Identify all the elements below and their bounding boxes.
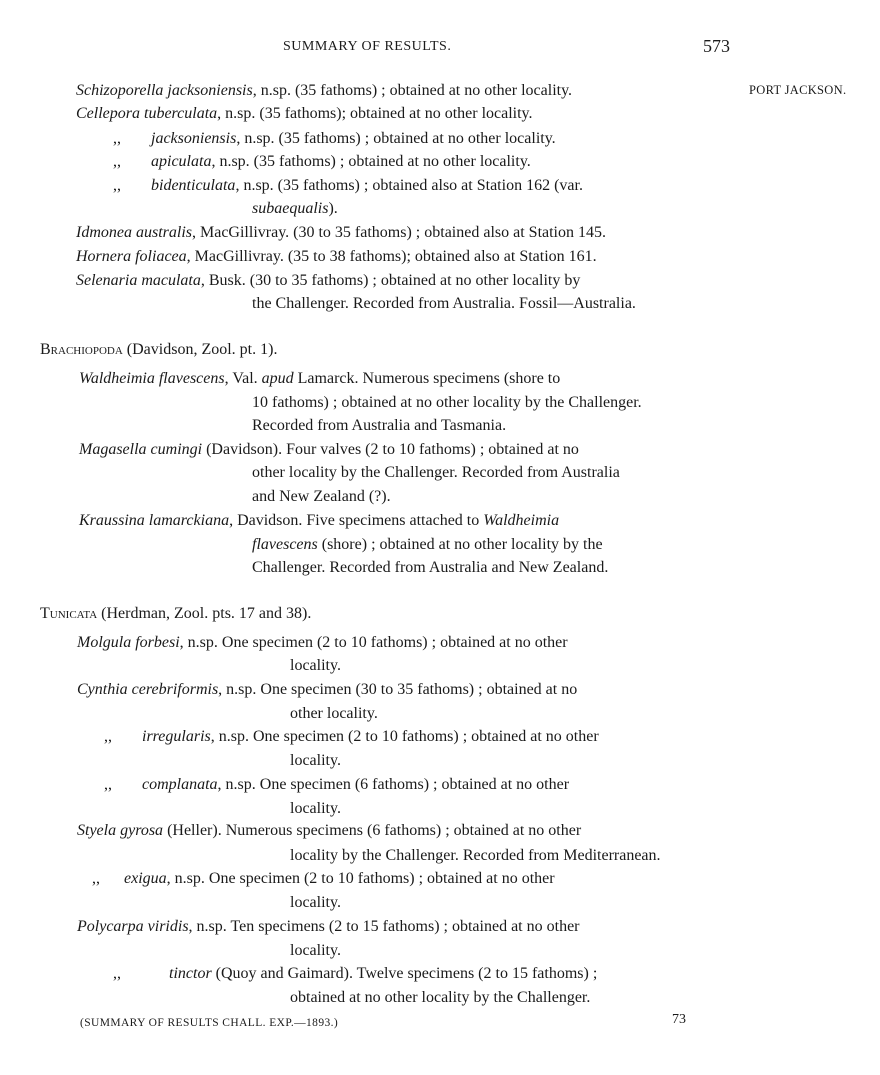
entry-line: ,, jacksoniensis, n.sp. (35 fathoms) ; obtained at no other locality. — [113, 130, 556, 147]
entry-continuation: the Challenger. Recorded from Australia. Fossil—Australia. — [252, 295, 636, 312]
entry-continuation: locality. — [290, 752, 341, 769]
section-heading-tunicata: Tunicata (Herdman, Zool. pts. 17 and 38). — [40, 605, 312, 622]
species-name: flavescens — [252, 536, 318, 553]
entry-continuation: obtained at no other locality by the Challenger. — [290, 989, 591, 1006]
entry-line: ,, irregularis, n.sp. One specimen (2 to 10 fathoms) ; obtained at no other — [104, 728, 599, 745]
species-name: jacksoniensis — [151, 130, 237, 147]
ditto-mark: ,, — [92, 870, 100, 887]
entry-line: Hornera foliacea, MacGillivray. (35 to 38 fathoms); obtained also at Station 161. — [76, 248, 597, 265]
entry-continuation: locality. — [290, 657, 341, 674]
species-name: Selenaria maculata — [76, 272, 201, 289]
species-name: tinctor — [169, 965, 212, 982]
ditto-mark: ,, — [104, 728, 112, 745]
footer-note: (SUMMARY OF RESULTS CHALL. EXP.—1893.) — [80, 1017, 339, 1029]
species-name: Hornera foliacea — [76, 248, 187, 265]
entry-line: Schizoporella jacksoniensis, n.sp. (35 fathoms) ; obtained at no other locality. — [76, 82, 573, 99]
entry-line: ,, complanata, n.sp. One specimen (6 fathoms) ; obtained at no other — [104, 776, 570, 793]
species-name: irregularis — [142, 728, 211, 745]
entry-line: ,, exigua, n.sp. One specimen (2 to 10 fathoms) ; obtained at no other — [92, 870, 555, 887]
species-name: Polycarpa viridis — [77, 918, 189, 935]
signature-mark: 73 — [672, 1012, 686, 1027]
entry-continuation: Recorded from Australia and Tasmania. — [252, 417, 507, 434]
section-heading-brachiopoda: Brachiopoda (Davidson, Zool. pt. 1). — [40, 341, 278, 358]
variety-name: subaequalis — [252, 200, 329, 217]
species-name: Cellepora tuberculata — [76, 105, 218, 122]
entry-continuation: locality. — [290, 942, 341, 959]
entry-line: Idmonea australis, MacGillivray. (30 to 35 fathoms) ; obtained also at Station 145. — [76, 224, 606, 241]
entry-continuation: other locality. — [290, 705, 378, 722]
species-name: Kraussina lamarckiana — [79, 512, 230, 529]
species-name: bidenticulata — [151, 177, 236, 194]
entry-continuation: locality by the Challenger. Recorded from Mediterranean. — [290, 847, 661, 864]
entry-line: ,, apiculata, n.sp. (35 fathoms) ; obtained at no other locality. — [113, 153, 531, 170]
entry-line: Styela gyrosa (Heller). Numerous specimens (6 fathoms) ; obtained at no other — [77, 822, 582, 839]
entry-continuation: locality. — [290, 800, 341, 817]
ditto-mark: ,, — [113, 965, 121, 982]
page-number: 573 — [703, 36, 730, 56]
species-name: Styela gyrosa — [77, 822, 164, 839]
entry-line: Cynthia cerebriformis, n.sp. One specimen (30 to 35 fathoms) ; obtained at no — [77, 681, 578, 698]
ditto-mark: ,, — [104, 776, 112, 793]
entry-line: Molgula forbesi, n.sp. One specimen (2 to 10 fathoms) ; obtained at no other — [77, 634, 568, 651]
entry-continuation: subaequalis). — [252, 200, 338, 217]
species-name: complanata — [142, 776, 218, 793]
species-name: Molgula forbesi — [77, 634, 180, 651]
species-name: exigua — [124, 870, 167, 887]
entry-line: Waldheimia flavescens, Val. apud Lamarck. Numerous specimens (shore to — [79, 370, 561, 387]
species-name: Idmonea australis — [76, 224, 192, 241]
species-name: Schizoporella jacksoniensis — [76, 82, 253, 99]
entry-continuation: and New Zealand (?). — [252, 488, 391, 505]
entry-line: Magasella cumingi (Davidson). Four valves (2 to 10 fathoms) ; obtained at no — [79, 441, 579, 458]
entry-continuation: locality. — [290, 894, 341, 911]
entry-line: Polycarpa viridis, n.sp. Ten specimens (2 to 15 fathoms) ; obtained at no other — [77, 918, 580, 935]
entry-continuation: other locality by the Challenger. Recorded from Australia — [252, 464, 620, 481]
entry-continuation: 10 fathoms) ; obtained at no other locality by the Challenger. — [252, 394, 642, 411]
entry-continuation: flavescens (shore) ; obtained at no other locality by the — [252, 536, 603, 553]
species-name: Waldheimia flavescens — [79, 370, 225, 387]
entry-line: Selenaria maculata, Busk. (30 to 35 fathoms) ; obtained at no other locality by — [76, 272, 581, 289]
running-title: SUMMARY OF RESULTS. — [283, 39, 452, 54]
species-name: Waldheimia — [483, 512, 560, 529]
entry-line: Kraussina lamarckiana, Davidson. Five specimens attached to Waldheimia — [79, 512, 560, 529]
species-name: Cynthia cerebriformis — [77, 681, 219, 698]
entry-continuation: Challenger. Recorded from Australia and New Zealand. — [252, 559, 609, 576]
ditto-mark: ,, — [113, 153, 121, 170]
species-name: Magasella cumingi — [79, 441, 203, 458]
locality-tag: PORT JACKSON. — [749, 83, 847, 97]
entry-line: Cellepora tuberculata, n.sp. (35 fathoms); obtained at no other locality. — [76, 105, 533, 122]
ditto-mark: ,, — [113, 177, 121, 194]
ditto-mark: ,, — [113, 130, 121, 147]
entry-line: ,, tinctor (Quoy and Gaimard). Twelve specimens (2 to 15 fathoms) ; — [113, 965, 598, 982]
species-name: apiculata — [151, 153, 212, 170]
entry-line: ,, bidenticulata, n.sp. (35 fathoms) ; obtained also at Station 162 (var. — [113, 177, 583, 194]
